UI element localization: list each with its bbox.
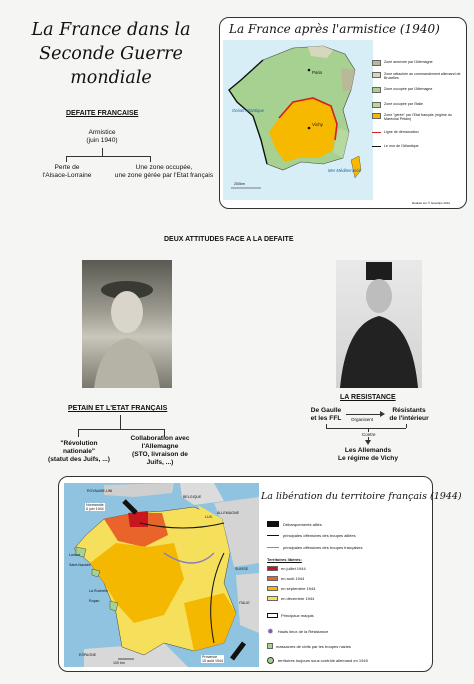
- collaboration: Collaboration avec l'Allemagne (STO, livraison de Juifs, ...): [130, 435, 190, 466]
- legend-item: en août 1944: [267, 576, 304, 581]
- map-scale: 200km: [234, 182, 245, 186]
- revolution-nationale: "Révolution nationale" (statut des Juifs, ...): [48, 440, 110, 463]
- connector: [326, 428, 406, 429]
- legend-swatch: [267, 586, 278, 591]
- legend-item: en juillet 1944: [267, 566, 306, 571]
- legend-item: territoires toujours sous contrôle allemand en 1945: [267, 657, 368, 664]
- arrow-down-icon: [365, 440, 371, 445]
- arrow-icon: [267, 547, 279, 549]
- arrow-icon: [267, 535, 279, 536]
- perte-alsace: Perte de l'Alsace-Lorraine: [42, 164, 92, 179]
- legend-item: Zone occupée par l'Italie: [372, 102, 464, 108]
- maquis-icon: [267, 613, 278, 618]
- map-label-vichy: Vichy: [312, 122, 323, 127]
- connector: [120, 415, 121, 429]
- attitudes-heading: DEUX ATTITUDES FACE A LA DEFAITE: [164, 236, 294, 243]
- connector: [406, 424, 407, 428]
- label-scale: 100 km: [113, 661, 125, 665]
- legend-item: principales offensives des troupes alliées: [267, 533, 356, 538]
- label-belgique: BELGIQUE: [183, 495, 202, 499]
- connector: [102, 148, 103, 156]
- label-suisse: SUISSE: [235, 567, 249, 571]
- label-royan: Royan: [89, 599, 100, 603]
- petain-photo: [82, 260, 172, 388]
- armistice-title: La France après l'armistice (1940): [229, 22, 440, 36]
- adversaires: Les Allemands Le régime de Vichy: [338, 447, 398, 462]
- portrait-degaulle-icon: [336, 260, 422, 388]
- label-lorient: Lorient: [69, 553, 80, 557]
- legend-swatch: [372, 72, 381, 78]
- defaite-heading: DEFAITE FRANCAISE: [66, 110, 139, 117]
- legend-line: [372, 146, 381, 149]
- legend-item: Débarquements alliés: [267, 521, 322, 527]
- connector: [150, 156, 151, 162]
- legend-item: Zone "gérée" par l'Etat français (régime du Maréchal Pétain): [372, 113, 464, 122]
- legend-territoires: Territoires libérés:: [267, 557, 302, 562]
- legend-item: massacres de civils par les troupes nazies: [267, 643, 351, 649]
- star-icon: ✸: [267, 627, 274, 636]
- legend-swatch: [267, 596, 278, 601]
- legend-swatch: [372, 87, 381, 93]
- portrait-petain-icon: [82, 260, 172, 388]
- credit: Réalisé sur © Géoclips 2012: [412, 201, 451, 205]
- legend-item: Principaux maquis: [267, 613, 314, 618]
- legend-swatch: [267, 566, 278, 571]
- armistice-map: [223, 40, 373, 200]
- label-provence: Provence 15 août 1944: [202, 655, 223, 663]
- map-label-paris: Paris: [312, 70, 323, 75]
- connector: [66, 156, 150, 157]
- armistice-panel: [219, 17, 467, 209]
- degaulle-photo: [336, 260, 422, 388]
- de-gaulle-ffl: De Gaulle et les FFL: [310, 407, 342, 422]
- arrow-line: [346, 414, 382, 415]
- main-title: La France dans la Seconde Guerre mondiale: [31, 20, 191, 88]
- connector: [78, 429, 164, 430]
- legend-swatch: [372, 60, 381, 66]
- legend-swatch: [372, 102, 381, 108]
- legend-item: en décembre 1944: [267, 596, 314, 601]
- label-espagne: ESPAGNE: [79, 653, 97, 657]
- thick-arrow-icon: [267, 521, 279, 527]
- petain-heading: PETAIN ET L'ETAT FRANÇAIS: [68, 405, 168, 412]
- zone-occupee: Une zone occupée, une zone gérée par l'Etat français: [114, 164, 214, 179]
- legend-swatch: [372, 113, 381, 119]
- label-italie: ITALIE: [239, 601, 250, 605]
- armistice-node: Armistice (juin 1940): [86, 129, 118, 144]
- legend-item: en septembre 1944: [267, 586, 315, 591]
- legend-item: Zone annexée par l'Allemagne: [372, 60, 464, 66]
- resistance-heading: LA RESISTANCE: [340, 394, 396, 401]
- connector: [66, 156, 67, 162]
- legend-item: Zone rattachée au commandement allemand de Bruxelles: [372, 72, 464, 81]
- legend-item: ✸ Hauts lieux de la Résistance: [267, 627, 329, 636]
- legend-item: Zone occupée par l'Allemagne: [372, 87, 464, 93]
- organise-label: Organisent: [351, 417, 374, 422]
- label-allemagne: ALLEMAGNE: [217, 511, 239, 515]
- legend-item: Le mur de l'Atlantique: [372, 144, 464, 149]
- massacre-icon: [267, 643, 273, 649]
- label-saint-nazaire: Saint-Nazaire: [69, 563, 91, 567]
- label-lux: LUX.: [205, 515, 213, 519]
- legend-line: [372, 132, 381, 135]
- map-label-mer: Mer Méditerranée: [328, 168, 362, 173]
- legend-item: principales offensives des troupes françaises: [267, 545, 363, 550]
- circle-icon: [267, 657, 274, 664]
- label-normandie: Normandie 6 juin 1944: [86, 503, 104, 511]
- connector: [78, 429, 79, 437]
- liberation-title: La libération du territoire français (1944): [261, 491, 462, 502]
- liberation-panel: [58, 476, 462, 672]
- resistants-interieur: Résistants de l'intérieur: [389, 407, 429, 422]
- map-label-ocean: Océan Atlantique: [232, 108, 264, 113]
- legend-swatch: [267, 576, 278, 581]
- label-la-rochelle: La Rochelle: [89, 589, 108, 593]
- legend-item: Ligne de démarcation: [372, 130, 464, 135]
- label-royaume-uni: ROYAUME-UNI: [87, 489, 113, 493]
- contre-label: Contre: [362, 432, 376, 437]
